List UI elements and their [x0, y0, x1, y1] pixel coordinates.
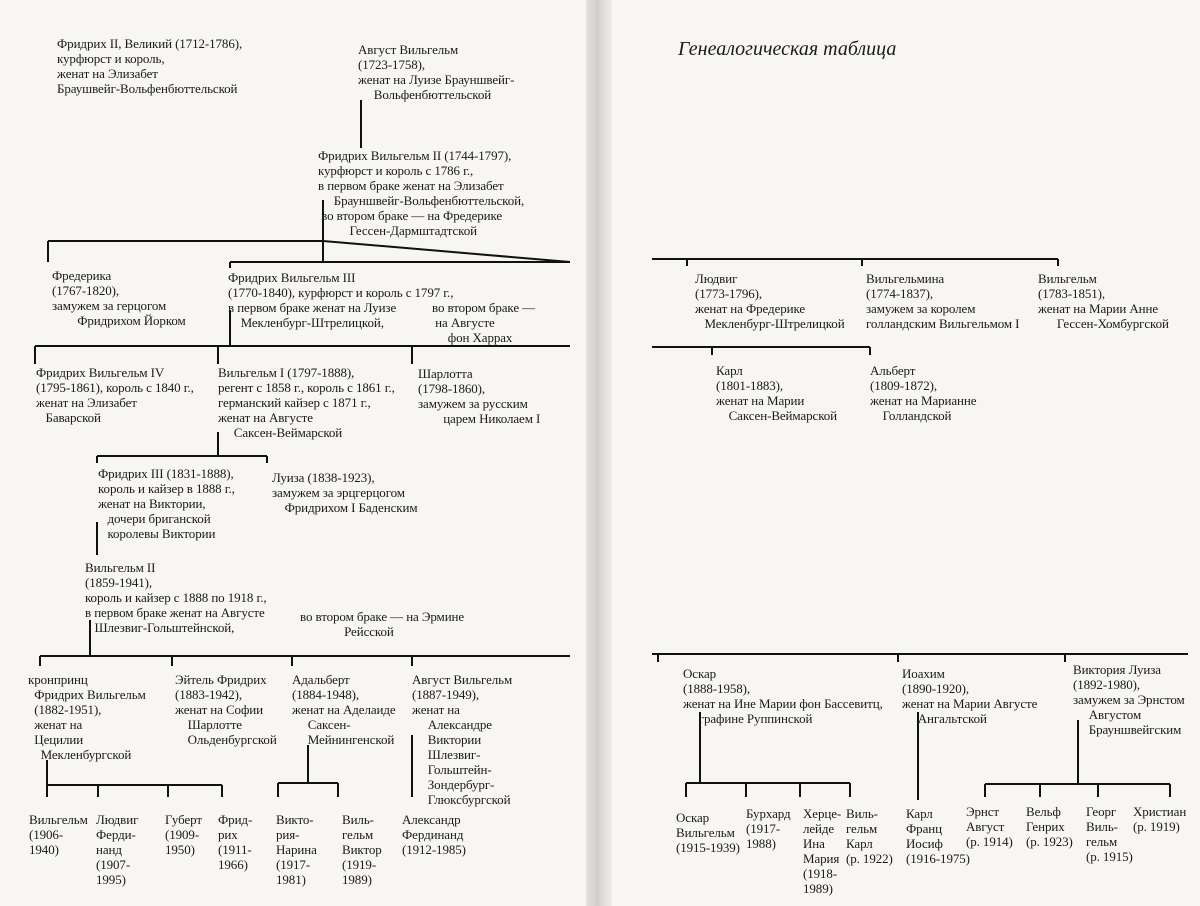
page-title: Генеалогическая таблица — [678, 38, 897, 60]
person-frederika: Фредерика (1767-1820), замужем за герцогом Фридрихом Йорком — [52, 268, 186, 328]
person-friedrich-1911: Фрид- рих (1911- 1966) — [218, 812, 253, 872]
person-karl-franz-josef: Карл Франц Иосиф (1916-1975) — [906, 806, 970, 866]
person-wilhelm-1783: Вильгельм (1783-1851), женат на Марии Анне Гессен-Хомбургской — [1038, 271, 1169, 331]
person-karl: Карл (1801-1883), женат на Марии Саксен-Веймарской — [716, 363, 838, 423]
person-ludwig: Людвиг (1773-1796), женат на Фредерике Мекленбург-Штрелицкой — [695, 271, 845, 331]
person-viktoria-luise: Виктория Луиза (1892-1980), замужем за Эрнстом Августом Брауншвейгским — [1073, 662, 1185, 737]
person-alexander-ferdinand: Александр Фердинанд (1912-1985) — [402, 812, 466, 857]
person-wilhelm-ii-second-marriage: во втором браке — на Эрмине Рейсской — [300, 609, 465, 639]
person-herzeleide: Херце- лейде Ина Мария (1918- 1989) — [803, 806, 842, 896]
person-friedrich-wilhelm-iv: Фридрих Вильгельм IV (1795-1861), король с 1840 г., женат на Элизабет Баварской — [36, 365, 194, 425]
person-eitel-friedrich: Эйтель Фридрих (1883-1942), женат на Софии Шарлотте Ольденбургской — [175, 672, 277, 747]
person-friedrich-wilhelm-iii: Фридрих Вильгельм III (1770-1840), курфюрст и король с 1797 г., в первом браке женат на Луизе Мекленбург-Штрелицкой, — [228, 270, 454, 330]
person-charlotte: Шарлотта (1798-1860), замужем за русским царем Николаем I — [418, 366, 541, 426]
person-wilhelm-viktor: Виль- гельм Виктор (1919- 1989) — [342, 812, 382, 887]
person-oskar: Оскар (1888-1958), женат на Ине Марии фон Бассевитц, графине Руппинской — [683, 666, 883, 726]
person-wilhelm-1906: Вильгельм (1906- 1940) — [29, 812, 88, 857]
person-joachim: Иоахим (1890-1920), женат на Марии Августе Ангальтской — [902, 666, 1038, 726]
person-georg-wilhelm: Георг Виль- гельм (р. 1915) — [1086, 804, 1133, 864]
person-albert: Альберт (1809-1872), женат на Марианне Голландской — [870, 363, 977, 423]
person-ernst-august: Эрнст Август (р. 1914) — [966, 804, 1013, 849]
person-friedrich-wilhelm-iii-second-marriage: во втором браке — на Августе фон Харрах — [432, 300, 536, 345]
person-august-wilhelm-1887: Август Вильгельм (1887-1949), женат на Александре Виктории Шлезвиг- Гольштейн- Зондербург- Глюксбургской — [412, 672, 513, 807]
person-wilhelm-i: Вильгельм I (1797-1888), регент с 1858 г., король с 1861 г., германский кайзер с 1871 г., женат на Августе Саксен-Веймарской — [218, 365, 395, 440]
connector — [323, 241, 570, 262]
person-august-wilhelm-1723: Август Вильгельм (1723-1758), женат на Луизе Брауншвейг- Вольфенбюттельской — [358, 42, 515, 102]
person-luise: Луиза (1838-1923), замужем за эрцгерцогом Фридрихом I Баденским — [272, 470, 418, 515]
person-friedrich-ii: Фридрих II, Великий (1712-1786), курфюрст и король, женат на Элизабет Браушвейг-Вольфенбюттельской — [57, 36, 243, 96]
person-crown-prince: кронпринц Фридрих Вильгельм (1882-1951), женат на Цецилии Мекленбургской — [28, 672, 146, 762]
person-christian: Христиан (р. 1919) — [1133, 804, 1187, 834]
person-hubert: Губерт (1909- 1950) — [165, 812, 202, 857]
person-friedrich-iii: Фридрих III (1831-1888), король и кайзер в 1888 г., женат на Виктории, дочери бриганской королевы Виктории — [98, 466, 235, 541]
person-friedrich-wilhelm-ii: Фридрих Вильгельм II (1744-1797), курфюрст и король с 1786 г., в первом браке женат на Элизабет Брауншвейг-Вольфенбюттельской, во втором браке — на Фредерике Гессен-Дармштадтской — [318, 148, 525, 238]
person-wilhelm-ii: Вильгельм II (1859-1941), король и кайзер с 1888 по 1918 г., в первом браке женат на Августе Шлезвиг-Гольштейнской, — [85, 560, 267, 635]
person-oskar-wilhelm: Оскар Вильгельм (1915-1939) — [676, 810, 740, 855]
person-welf-heinrich: Вельф Генрих (р. 1923) — [1026, 804, 1073, 849]
person-adalbert: Адальберт (1884-1948), женат на Аделаиде Саксен- Мейнингенской — [292, 672, 396, 747]
person-viktoria-marina: Викто- рия- Нарина (1917- 1981) — [276, 812, 317, 887]
person-wilhelm-karl: Виль- гельм Карл (р. 1922) — [846, 806, 893, 866]
person-ludwig-ferdinand: Людвиг Ферди- нанд (1907- 1995) — [96, 812, 139, 887]
person-burchard: Бурхард (1917- 1988) — [746, 806, 791, 851]
person-wilhelmina: Вильгельмина (1774-1837), замужем за королем голландским Вильгельмом I — [866, 271, 1020, 331]
